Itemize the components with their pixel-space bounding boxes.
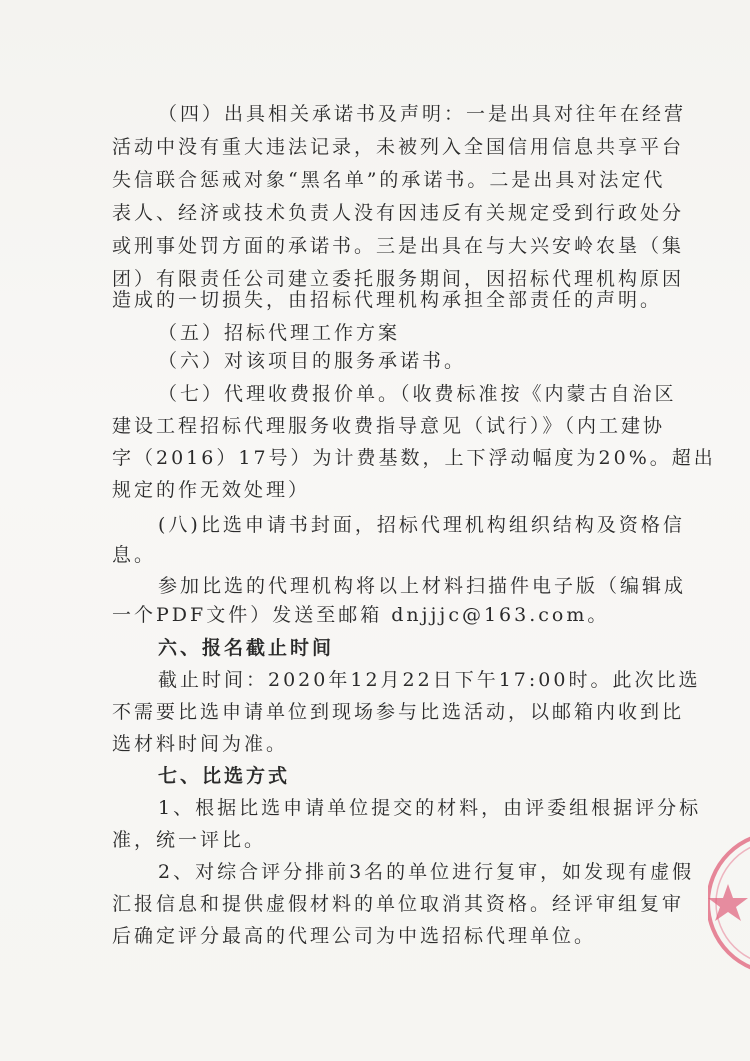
paragraph-line: （四）出具相关承诺书及声明：一是出具对往年在经营 xyxy=(158,103,687,125)
paragraph-line: 准，统一评比。 xyxy=(112,829,267,851)
paragraph-line: 参加比选的代理机构将以上材料扫描件电子版（编辑成 xyxy=(158,575,687,597)
paragraph-line: 表人、经济或技术负责人没有因违反有关规定受到行政处分 xyxy=(112,202,685,224)
paragraph-line: 造成的一切损失，由招标代理机构承担全部责任的声明。 xyxy=(112,289,663,311)
paragraph-line: 2、对综合评分排前3名的单位进行复审，如发现有虚假 xyxy=(158,861,695,883)
paragraph-line: （七）代理收费报价单。（收费标准按《内蒙古自治区 xyxy=(158,383,677,405)
paragraph-line: 团）有限责任公司建立委托服务期间，因招标代理机构原因 xyxy=(112,268,685,290)
paragraph-line: (八)比选申请书封面，招标代理机构组织结构及资格信 xyxy=(158,514,685,536)
paragraph-line: 息。 xyxy=(112,544,157,566)
paragraph-line: 字（2016）17号）为计费基数，上下浮动幅度为20%。超出 xyxy=(112,447,716,469)
paragraph-line: 一个PDF文件）发送至邮箱 dnjjjc@163.com。 xyxy=(112,604,610,626)
paragraph-line: （六）对该项目的服务承诺书。 xyxy=(158,350,467,372)
paragraph-line: （五）招标代理工作方案 xyxy=(158,322,401,344)
paragraph-line: 选材料时间为准。 xyxy=(112,733,289,755)
paragraph-line: 后确定评分最高的代理公司为中选招标代理单位。 xyxy=(112,925,597,947)
paragraph-line: 汇报信息和提供虚假材料的单位取消其资格。经评审组复审 xyxy=(112,893,685,915)
paragraph-line: 或刑事处罚方面的承诺书。三是出具在与大兴安岭农垦（集 xyxy=(112,235,685,257)
paragraph-line: 规定的作无效处理） xyxy=(112,479,311,501)
paragraph-line: 失信联合惩戒对象“黑名单”的承诺书。二是出具对法定代 xyxy=(112,169,666,191)
paragraph-line: 不需要比选申请单位到现场参与比选活动，以邮箱内收到比 xyxy=(112,701,685,723)
paragraph-line: 1、根据比选申请单位提交的材料，由评委组根据评分标 xyxy=(158,797,702,819)
paragraph-line: 截止时间：2020年12月22日下午17:00时。此次比选 xyxy=(158,669,701,691)
section-heading: 七、比选方式 xyxy=(158,765,291,787)
paragraph-line: 活动中没有重大违法记录，未被列入全国信用信息共享平台 xyxy=(112,136,685,158)
paragraph-line: 建设工程招标代理服务收费指导意见（试行）》（内工建协 xyxy=(112,415,666,437)
red-official-seal-icon xyxy=(708,818,750,988)
section-heading: 六、报名截止时间 xyxy=(158,637,335,659)
